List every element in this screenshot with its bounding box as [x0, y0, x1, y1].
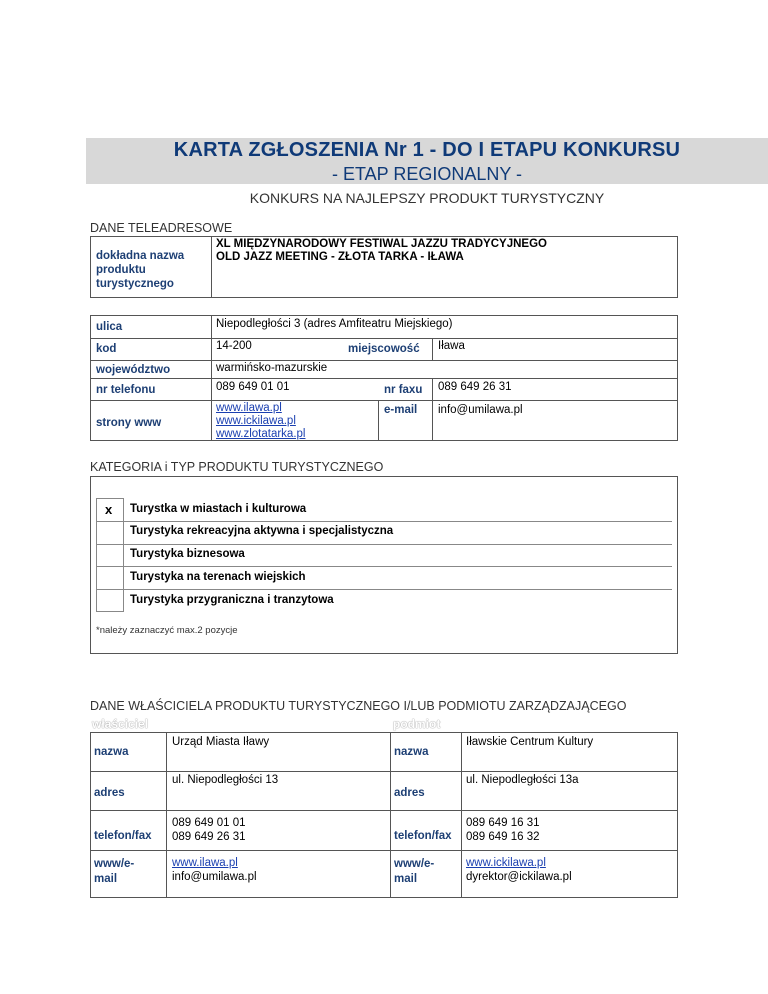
manager-name-value: Iławskie Centrum Kultury: [466, 736, 594, 748]
fax-label: nr faxu: [384, 384, 423, 396]
postcode-label: kod: [96, 343, 117, 355]
www-link-zlotatarka[interactable]: www.zlotatarka.pl: [216, 428, 306, 440]
owner-www-label: www/e-mail: [94, 858, 135, 885]
category-checkbox-5[interactable]: [96, 590, 124, 611]
page-subtitle: - ETAP REGIONALNY -: [331, 164, 523, 184]
product-name-label: dokładna nazwa produktu turystycznego: [96, 250, 185, 290]
page-title: KARTA ZGŁOSZENIA Nr 1 - DO I ETAPU KONKURSU: [173, 139, 681, 161]
phone-value: 089 649 01 01: [216, 381, 290, 393]
contest-name: KONKURS NA NAJLEPSZY PRODUKT TURYSTYCZNY: [249, 190, 605, 206]
category-item-label: Turystka w miastach i kulturowa: [130, 503, 307, 515]
owner-name-label: nazwa: [94, 746, 129, 758]
city-label: miejscowość: [348, 343, 420, 355]
category-section-title: KATEGORIA i TYP PRODUKTU TURYSTYCZNEGO: [90, 460, 384, 474]
product-name-value: XL MIĘDZYNARODOWY FESTIWAL JAZZU TRADYCYJNEGO OLD JAZZ MEETING - ZŁOTA TARKA - IŁAWA: [216, 238, 547, 263]
contact-section-title: DANE TELEADRESOWE: [90, 221, 233, 235]
manager-phone-label: telefon/fax: [394, 830, 452, 842]
category-checkbox-4[interactable]: [96, 567, 124, 588]
category-item-label: Turystyka biznesowa: [130, 548, 245, 560]
manager-phone-values: 089 649 16 31 089 649 16 32: [466, 817, 540, 843]
www-link-ilawa[interactable]: www.ilawa.pl: [216, 402, 282, 414]
phone-label: nr telefonu: [96, 384, 156, 396]
category-item-label: Turystyka przygraniczna i tranzytowa: [130, 594, 334, 606]
category-item-label: Turystyka na terenach wiejskich: [130, 571, 306, 583]
owner-section-title: DANE WŁAŚCICIELA PRODUKTU TURYSTYCZNEGO I/LUB PODMIOTU ZARZĄDZAJĄCEGO: [90, 699, 627, 713]
owner-address-value: ul. Niepodległości 13: [172, 774, 279, 786]
manager-address-value: ul. Niepodległości 13a: [466, 774, 579, 786]
street-label: ulica: [96, 321, 123, 333]
fax-value: 089 649 26 31: [438, 381, 512, 393]
voivodeship-label: województwo: [96, 364, 171, 376]
category-note: *należy zaznaczyć max.2 pozycje: [96, 625, 238, 636]
street-value: Niepodległości 3 (adres Amfiteatru Miejskiego): [216, 318, 453, 330]
owner-www-link[interactable]: www.ilawa.pl: [172, 857, 238, 869]
postcode-value: 14-200: [216, 340, 252, 352]
www-links: [216, 402, 305, 441]
owner-address-label: adres: [94, 787, 125, 799]
owner-phone-values: 089 649 01 01 089 649 26 31: [172, 817, 246, 843]
email-value: info@umilawa.pl: [438, 404, 523, 416]
manager-www-values: www.ickilawa.pl dyrektor@ickilawa.pl: [466, 857, 572, 883]
category-checkbox-1[interactable]: x: [105, 502, 113, 517]
www-link-ickilawa[interactable]: www.ickilawa.pl: [216, 415, 296, 427]
category-item-label: Turystyka rekreacyjna aktywna i specjalistyczna: [130, 525, 394, 537]
email-label: e-mail: [384, 404, 418, 416]
owner-phone-label: telefon/fax: [94, 830, 152, 842]
manager-name-label: nazwa: [394, 746, 429, 758]
manager-www-link[interactable]: www.ickilawa.pl: [466, 857, 546, 869]
www-label: strony www: [96, 417, 162, 429]
owner-www-values: www.ilawa.pl info@umilawa.pl: [172, 857, 257, 883]
owner-name-value: Urząd Miasta Iławy: [172, 736, 270, 748]
category-checkbox-2[interactable]: [96, 522, 124, 543]
manager-header: podmiot: [393, 717, 441, 731]
category-checkbox-3[interactable]: [96, 545, 124, 566]
manager-www-label: www/e-mail: [394, 858, 435, 885]
owner-header: właściciel: [92, 717, 149, 731]
manager-address-label: adres: [394, 787, 425, 799]
voivodeship-value: warmińsko-mazurskie: [216, 362, 328, 374]
city-value: Iława: [438, 340, 465, 352]
